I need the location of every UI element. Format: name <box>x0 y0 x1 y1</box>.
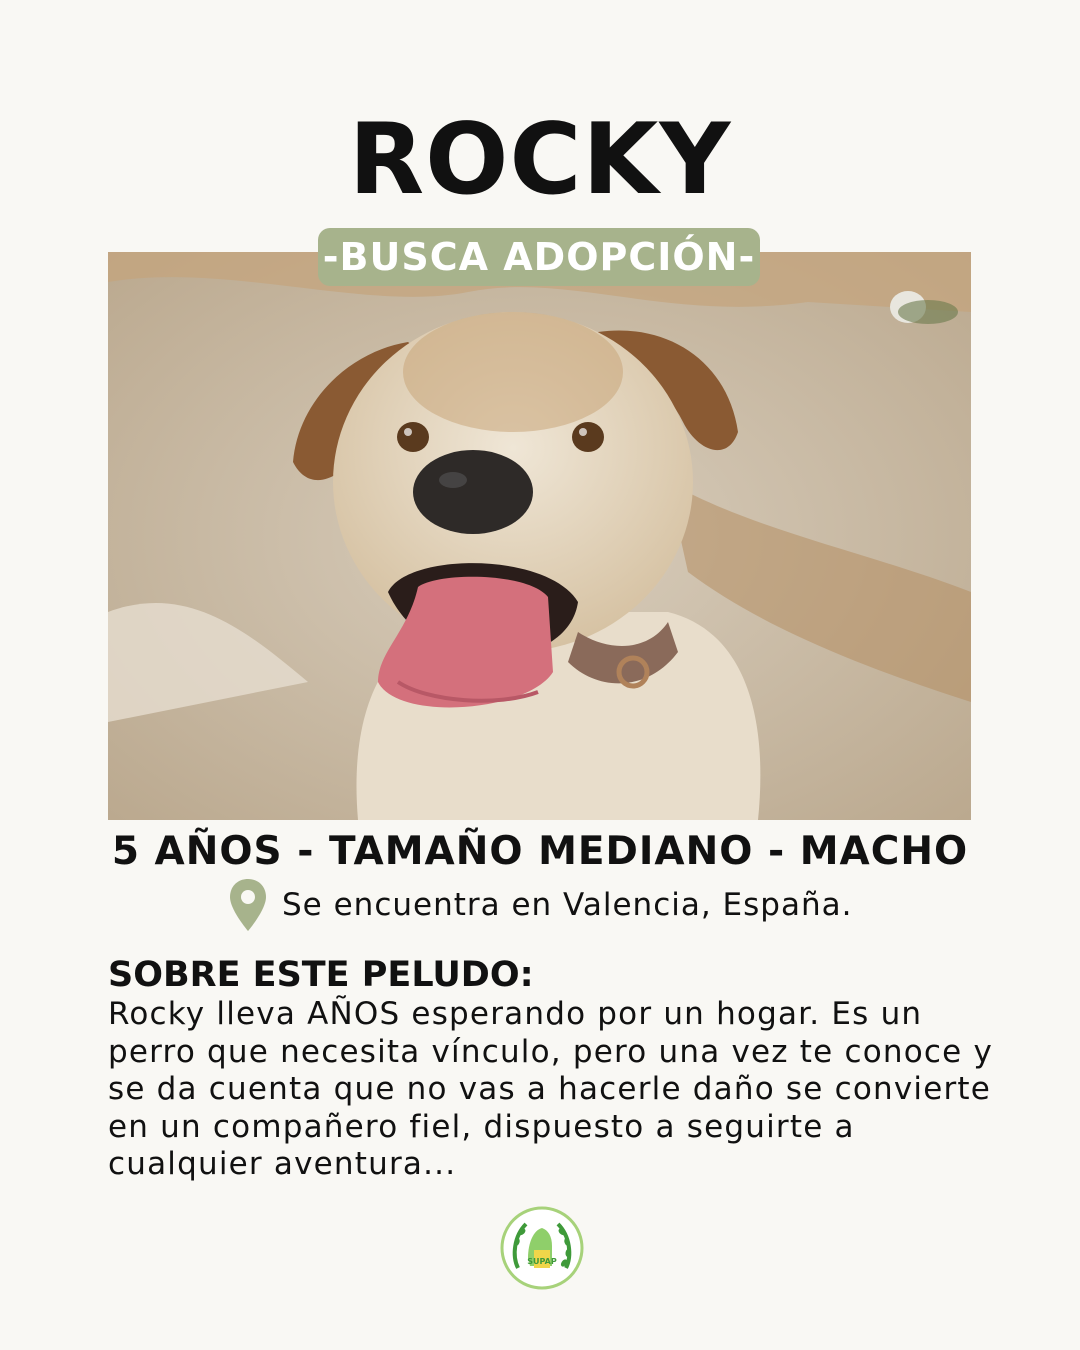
location-text: Se encuentra en Valencia, España. <box>282 887 853 923</box>
about-line: en un compañero fiel, dispuesto a seguirte a <box>108 1108 855 1145</box>
about-line: cualquier aventura... <box>108 1146 457 1182</box>
page-title: ROCKY <box>348 103 732 217</box>
about-heading: SOBRE ESTE PELUDO: <box>108 955 534 995</box>
about-line: perro que necesita vínculo, pero una vez te conoce y <box>108 1033 994 1070</box>
map-pin-icon <box>228 877 268 933</box>
about-line: se da cuenta que no vas a hacerle daño se convierte <box>108 1071 992 1107</box>
about-line: Rocky lleva AÑOS esperando por un hogar. Es un <box>108 996 923 1032</box>
dog-photo <box>108 252 971 820</box>
dog-facts: 5 AÑOS - TAMAÑO MEDIANO - MACHO <box>111 829 969 874</box>
location-row <box>228 876 852 934</box>
logo-text: SUPAP <box>527 1257 557 1266</box>
about-text <box>108 996 1008 1184</box>
organization-logo <box>500 1206 584 1290</box>
adoption-badge: -BUSCA ADOPCIÓN- <box>318 228 760 286</box>
